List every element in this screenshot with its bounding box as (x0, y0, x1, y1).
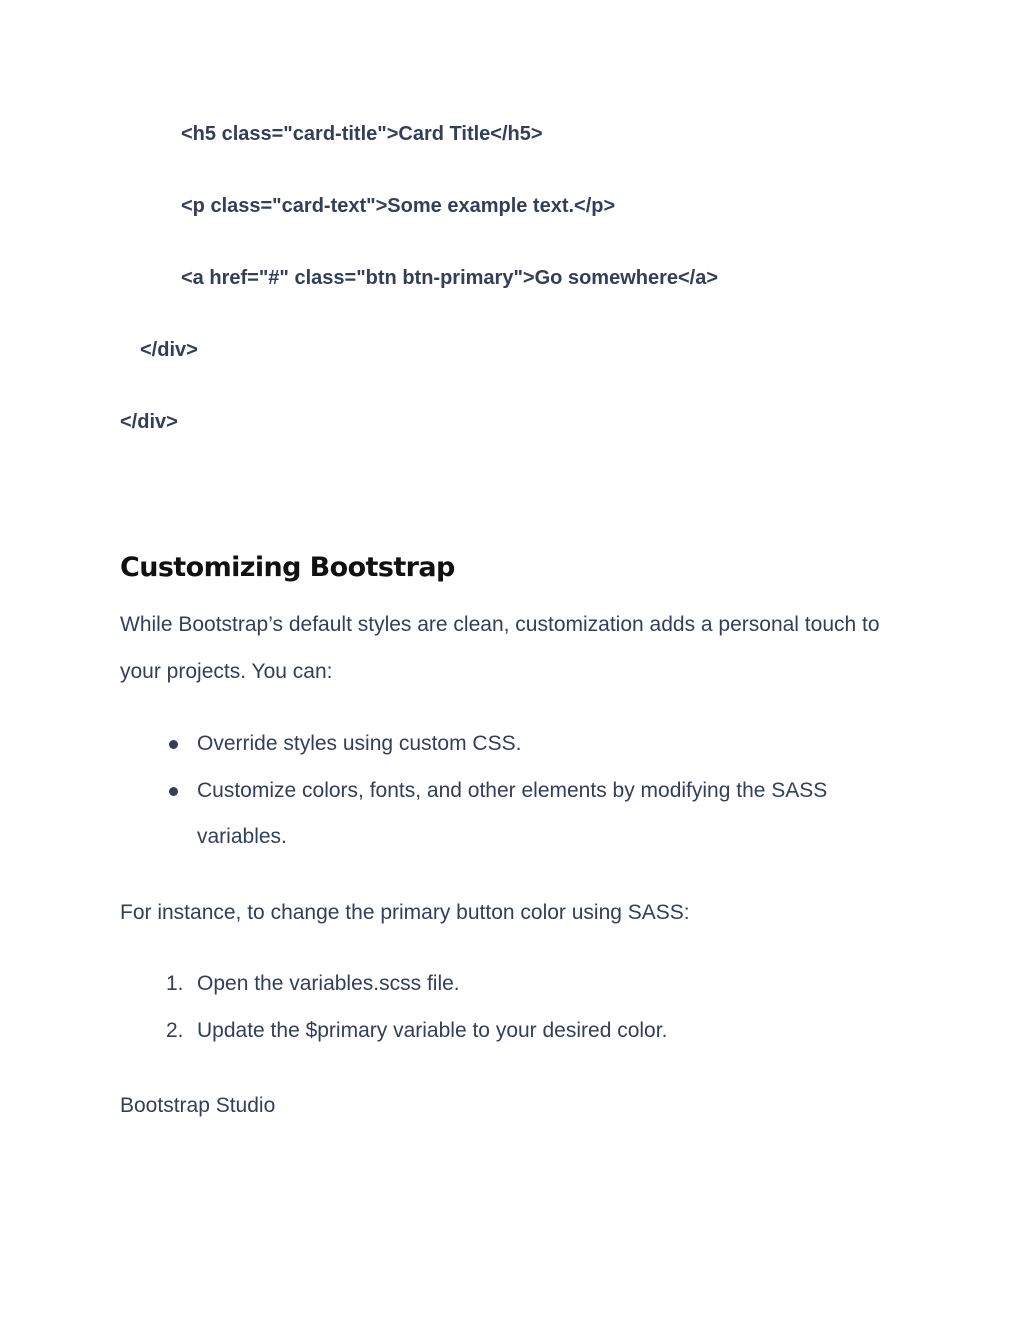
next-heading-text: Bootstrap Studio (120, 1094, 276, 1117)
bullet-icon (169, 740, 178, 749)
list-item (120, 961, 900, 1008)
list-item (120, 721, 900, 768)
intro-paragraph: While Bootstrap’s default styles are clean, customization adds a personal touch to your projects. You can: (120, 613, 880, 683)
step-number: 1. (166, 972, 184, 995)
list-item (120, 1008, 900, 1055)
code-line-close-inner-div: </div> (140, 339, 198, 361)
step-text: Update the $primary variable to your desired color. (197, 1018, 668, 1042)
list-item (120, 768, 900, 861)
numbered-list (120, 961, 900, 1054)
step-number: 2. (166, 1018, 184, 1042)
code-line-p: <p class="card-text">Some example text.</p> (181, 195, 616, 217)
bullet-text: Override styles using custom CSS. (197, 732, 522, 755)
code-line-h5: <h5 class="card-title">Card Title</h5> (181, 123, 543, 145)
instance-paragraph: For instance, to change the primary button color using SASS: (120, 901, 690, 924)
step-text: Open the variables.scss file. (197, 972, 460, 995)
section-heading: Customizing Bootstrap (120, 552, 455, 583)
code-line-close-outer-div: </div> (120, 411, 178, 433)
bullet-text: Customize colors, fonts, and other elements by modifying the SASS variables. (197, 778, 828, 848)
bullet-icon (169, 787, 178, 796)
bullet-list (120, 721, 900, 861)
code-line-a: <a href="#" class="btn btn-primary">Go somewhere</a> (181, 267, 719, 289)
